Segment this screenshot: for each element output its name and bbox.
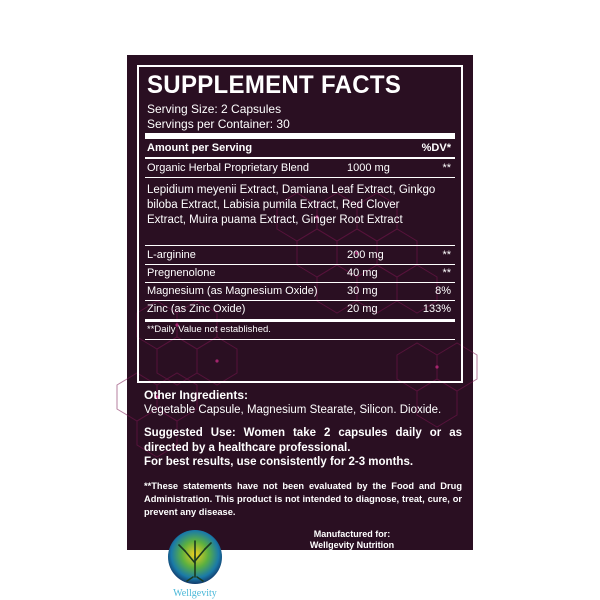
row-divider — [145, 264, 455, 265]
servings-per-container: Servings per Container: 30 — [147, 117, 290, 131]
bottom-divider — [145, 319, 455, 322]
row-divider — [145, 245, 455, 246]
row-divider — [145, 339, 455, 340]
nutrient-name: Zinc (as Zinc Oxide) — [147, 303, 246, 315]
nutrient-name: Pregnenolone — [147, 267, 216, 279]
nutrient-amount: 40 mg — [347, 267, 378, 279]
nutrient-amount: 30 mg — [347, 285, 378, 297]
supplement-label — [127, 55, 473, 599]
logo-wordmark: Wellgevity — [173, 588, 217, 599]
blend-ingredients: Lepidium meyenii Extract, Damiana Leaf Extract, Ginkgo biloba Extract, Labisia pumila Extract, Red Clover Extract, Muira puama Extract, Ginger Root Extract — [147, 184, 436, 226]
manufacturer-info — [237, 529, 467, 592]
fda-disclaimer: **These statements have not been evaluated by the Food and Drug Administration. This product is not intended to diagnose, treat, cure, or prevent any disease. — [144, 481, 462, 517]
row-divider — [145, 282, 455, 283]
blend-amount: 1000 mg — [347, 162, 390, 174]
exclusive-label: Exclusive for Thuy Nga-PBN — [291, 570, 413, 580]
thick-divider — [145, 133, 455, 139]
amount-per-serving-header: Amount per Serving — [147, 142, 253, 154]
manufacturer-name: Wellgevity Nutrition — [309, 540, 395, 550]
nutrient-name: Magnesium (as Magnesium Oxide) — [147, 285, 318, 297]
manufacturer-address: 12609 Hoover St., Garden Grove, CA — [274, 551, 430, 561]
supplement-facts-title: SUPPLEMENT FACTS — [147, 71, 402, 100]
nutrient-name: L-arginine — [147, 249, 196, 261]
nutrient-amount: 200 mg — [347, 249, 384, 261]
row-divider — [145, 177, 455, 178]
daily-value-footnote: **Daily Value not established. — [147, 324, 271, 335]
nutrient-dv: ** — [442, 249, 451, 261]
spacer — [237, 562, 467, 570]
header-divider — [145, 157, 455, 159]
other-ingredients-title: Other Ingredients: — [144, 388, 249, 402]
best-results-text: For best results, use consistently for 2-3 months. — [144, 456, 414, 468]
supplement-facts-panel — [137, 65, 463, 383]
nutrient-dv: 8% — [435, 285, 451, 297]
other-ingredients-text: Vegetable Capsule, Magnesium Stearate, Silicon. Dioxide. — [144, 404, 442, 416]
serving-size: Serving Size: 2 Capsules — [147, 102, 282, 116]
row-divider — [145, 300, 455, 301]
dv-header: %DV* — [421, 142, 451, 154]
nutrient-amount: 20 mg — [347, 303, 378, 315]
nutrient-dv: ** — [442, 267, 451, 279]
blend-name: Organic Herbal Proprietary Blend — [147, 162, 310, 174]
blend-dv: ** — [442, 162, 451, 174]
exclusive-address: 14882 Moran St, Westminster, CA 92683 — [267, 581, 437, 591]
tree-logo-icon — [163, 527, 227, 597]
suggested-use-text: Suggested Use: Women take 2 capsules daily or as directed by a healthcare professional. — [144, 427, 462, 454]
nutrient-dv: 133% — [422, 303, 451, 315]
manufactured-for-label: Manufactured for: — [313, 529, 391, 539]
suggested-use — [144, 426, 462, 470]
